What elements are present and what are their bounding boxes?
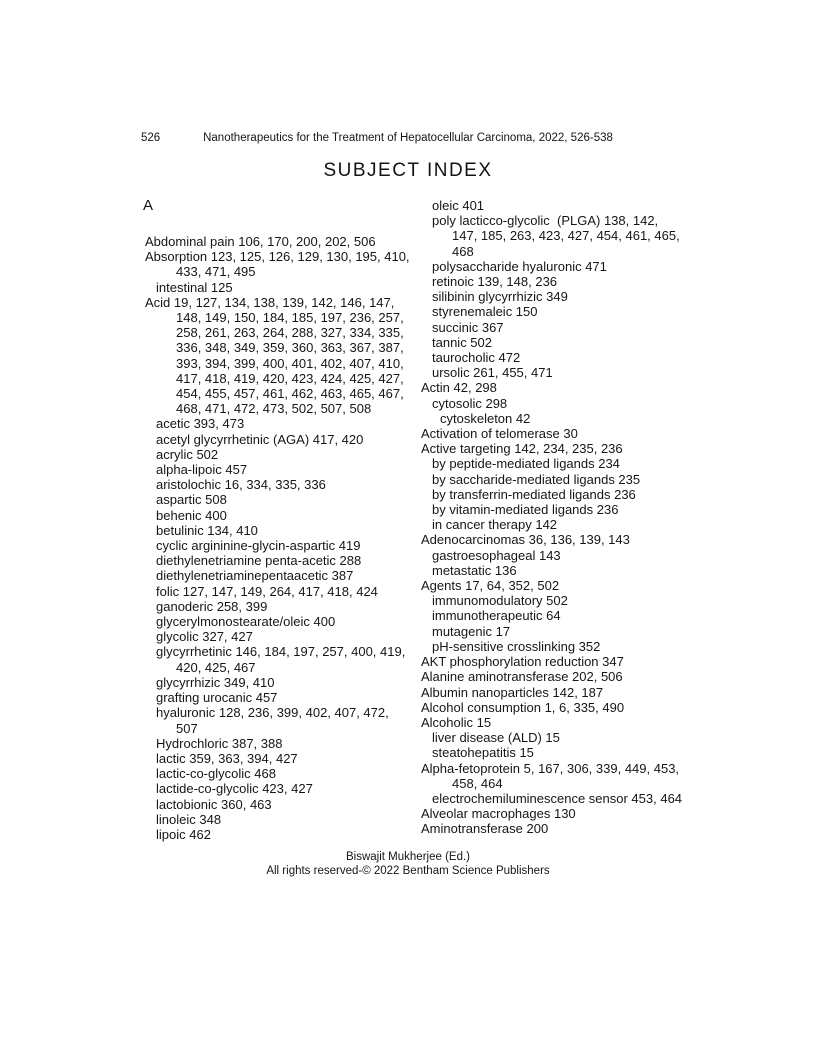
index-line: Albumin nanoparticles 142, 187: [421, 684, 604, 700]
index-line: betulinic 134, 410: [156, 522, 258, 538]
index-line: by peptide-mediated ligands 234: [432, 456, 620, 472]
index-line: Alanine aminotransferase 202, 506: [421, 669, 623, 685]
index-line: Abdominal pain 106, 170, 200, 202, 506: [145, 234, 376, 249]
index-line: acetic 393, 473: [156, 416, 245, 432]
index-line: pH-sensitive crosslinking 352: [432, 638, 601, 654]
index-line: 420, 425, 467: [176, 659, 256, 675]
index-line: 417, 418, 419, 420, 423, 424, 425, 427,: [176, 370, 404, 386]
index-line: hyaluronic 128, 236, 399, 402, 407, 472,: [156, 705, 389, 721]
footer-copyright: All rights reserved-© 2022 Bentham Science Publishers: [266, 865, 550, 878]
index-line: Aminotransferase 200: [421, 821, 549, 837]
index-line: glycyrrhetinic 146, 184, 197, 257, 400, 419,: [156, 644, 406, 660]
index-line: succinic 367: [432, 319, 504, 335]
index-line: acetyl glycyrrhetinic (AGA) 417, 420: [156, 431, 364, 447]
index-line: glycerylmonostearate/oleic 400: [156, 614, 336, 630]
index-column-right: [421, 198, 713, 837]
index-line: Alcoholic 15: [421, 714, 492, 730]
section-letter-a: A: [143, 197, 154, 214]
index-line: alpha-lipoic 457: [156, 462, 248, 478]
index-line: Active targeting 142, 234, 235, 236: [421, 441, 623, 457]
index-line: glycyrrhizic 349, 410: [156, 674, 275, 690]
index-line: mutagenic 17: [432, 623, 511, 639]
index-line: 468, 471, 472, 473, 502, 507, 508: [176, 401, 372, 417]
index-column-left: [145, 234, 413, 842]
index-line: cytosolic 298: [432, 395, 508, 411]
index-line: silibinin glycyrrhizic 349: [432, 289, 568, 305]
index-line: 336, 348, 349, 359, 360, 363, 367, 387,: [176, 340, 404, 356]
running-header: [0, 131, 816, 147]
index-line: Alcohol consumption 1, 6, 335, 490: [421, 699, 625, 715]
index-line: ganoderic 258, 399: [156, 598, 268, 614]
index-line: lactic-co-glycolic 468: [156, 766, 276, 782]
page-title: SUBJECT INDEX: [323, 160, 493, 181]
index-line: 258, 261, 263, 264, 288, 327, 334, 335,: [176, 325, 404, 341]
index-line: 468: [452, 243, 474, 259]
index-line: immunomodulatory 502: [432, 593, 568, 609]
index-line: linoleic 348: [156, 811, 222, 827]
index-line: retinoic 139, 148, 236: [432, 274, 558, 290]
index-line: lipoic 462: [156, 826, 211, 842]
index-line: polysaccharide hyaluronic 471: [432, 258, 607, 274]
index-line: Adenocarcinomas 36, 136, 139, 143: [421, 532, 630, 548]
index-line: acrylic 502: [156, 446, 219, 462]
index-line: Alpha-fetoprotein 5, 167, 306, 339, 449, 453,: [421, 760, 680, 776]
index-line: 393, 394, 399, 400, 401, 402, 407, 410,: [176, 355, 404, 371]
index-line: 507: [176, 720, 198, 736]
index-line: diethylenetriaminepentaacetic 387: [156, 568, 354, 584]
index-line: lactic 359, 363, 394, 427: [156, 750, 298, 766]
index-line: Acid 19, 127, 134, 138, 139, 142, 146, 147,: [145, 294, 395, 310]
page-number: 526: [141, 132, 161, 144]
index-line: electrochemiluminescence sensor 453, 464: [432, 790, 683, 806]
index-line: 147, 185, 263, 423, 427, 454, 461, 465,: [452, 228, 680, 244]
index-line: Alveolar macrophages 130: [421, 806, 576, 822]
index-line: Absorption 123, 125, 126, 129, 130, 195, 410,: [145, 249, 410, 265]
index-line: in cancer therapy 142: [432, 517, 558, 533]
index-line: ursolic 261, 455, 471: [432, 365, 553, 381]
index-line: cyclic argininine-glycin-aspartic 419: [156, 538, 361, 554]
index-line: taurocholic 472: [432, 350, 521, 366]
index-line: styrenemaleic 150: [432, 304, 538, 320]
index-line: metastatic 136: [432, 562, 517, 578]
index-line: folic 127, 147, 149, 264, 417, 418, 424: [156, 583, 378, 599]
index-line: liver disease (ALD) 15: [432, 730, 560, 746]
index-line: grafting urocanic 457: [156, 690, 278, 706]
index-line: cytoskeleton 42: [440, 410, 531, 426]
footer-editor: Biswajit Mukherjee (Ed.): [346, 851, 470, 863]
index-line: lactide-co-glycolic 423, 427: [156, 781, 313, 797]
index-line: Agents 17, 64, 352, 502: [421, 578, 560, 594]
index-line: glycolic 327, 427: [156, 629, 253, 645]
index-line: AKT phosphorylation reduction 347: [421, 654, 624, 670]
index-line: 433, 471, 495: [176, 264, 256, 280]
index-line: tannic 502: [432, 334, 492, 350]
index-line: immunotherapeutic 64: [432, 608, 561, 624]
index-line: by saccharide-mediated ligands 235: [432, 471, 641, 487]
index-line: 454, 455, 457, 461, 462, 463, 465, 467,: [176, 386, 404, 402]
index-line: poly lacticco-glycolic (PLGA) 138, 142,: [432, 213, 659, 229]
index-line: Activation of telomerase 30: [421, 426, 578, 442]
index-line: aristolochic 16, 334, 335, 336: [156, 477, 326, 493]
index-line: 148, 149, 150, 184, 185, 197, 236, 257,: [176, 310, 404, 326]
index-line: by transferrin-mediated ligands 236: [432, 486, 636, 502]
index-line: Actin 42, 298: [421, 380, 497, 396]
index-line: 458, 464: [452, 775, 503, 791]
running-title: Nanotherapeutics for the Treatment of Hepatocellular Carcinoma, 2022, 526-538: [203, 132, 613, 144]
page-footer: [0, 850, 816, 878]
index-line: lactobionic 360, 463: [156, 796, 272, 812]
index-line: by vitamin-mediated ligands 236: [432, 502, 619, 518]
index-line: behenic 400: [156, 507, 227, 523]
index-line: aspartic 508: [156, 492, 227, 508]
index-line: gastroesophageal 143: [432, 547, 561, 563]
index-line: intestinal 125: [156, 279, 233, 295]
index-line: steatohepatitis 15: [432, 745, 534, 761]
index-line: Hydrochloric 387, 388: [156, 735, 283, 751]
index-line: diethylenetriamine penta-acetic 288: [156, 553, 362, 569]
index-line: oleic 401: [432, 198, 485, 213]
